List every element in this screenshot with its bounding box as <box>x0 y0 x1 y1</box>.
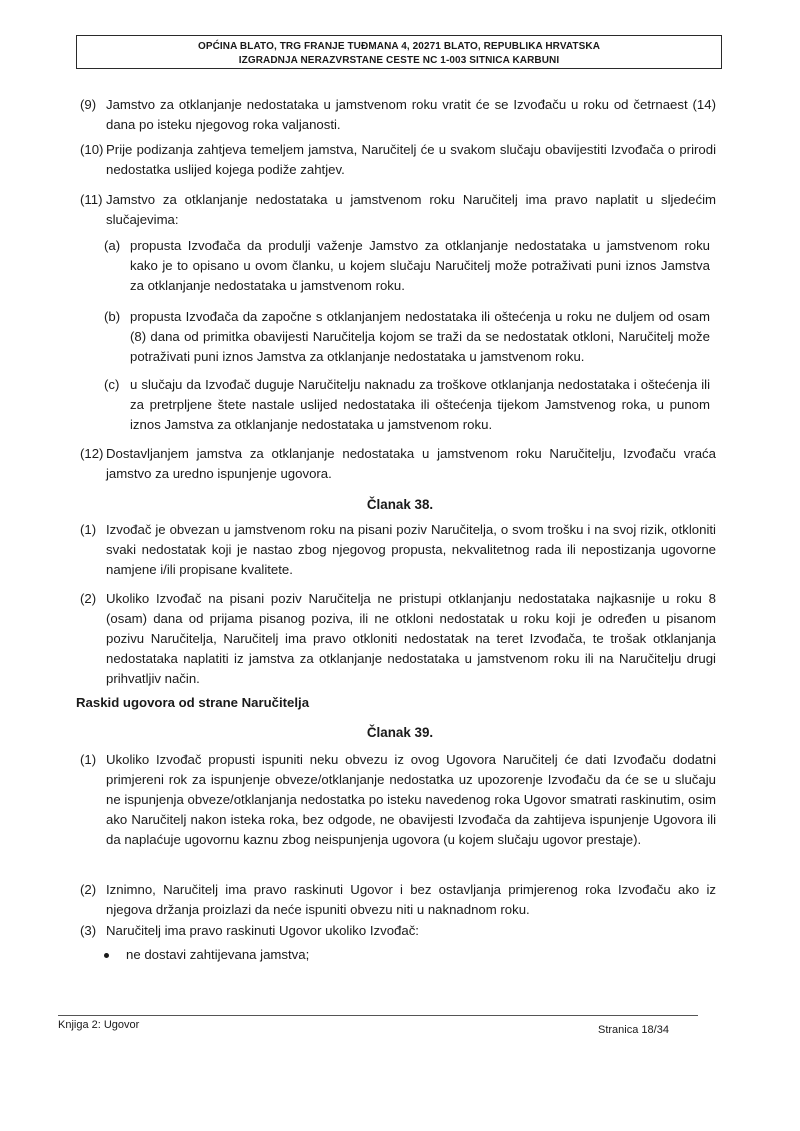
paragraph-text: Naručitelj ima pravo raskinuti Ugovor ukoliko Izvođač: <box>106 923 419 938</box>
footer-book-label: Knjiga 2: Ugovor <box>58 1019 140 1031</box>
paragraph-number: (3) <box>80 923 97 938</box>
footer-divider <box>58 1015 698 1016</box>
bullet-icon <box>104 953 109 958</box>
paragraph-number: (11) <box>80 192 103 207</box>
paragraph-letter: (a) <box>104 238 121 253</box>
section-title-termination: Raskid ugovora od strane Naručitelja <box>76 695 310 710</box>
article-39-paragraph-1 <box>80 750 716 850</box>
paragraph-text: Ukoliko Izvođač propusti ispuniti neku obvezu iz ovog Ugovora Naručitelj će dati Izvođaču dodatni primjereni rok za ispunjenje obveze/otklanjanje nedostatka uz upozorenje Izvođaču da će se u slučaju ne ispunjenja obveze/otklanjanja nedostatka po isteku navedenog roka Ugovor smatrati raskinutim, osim ako Naručitelj nakon isteka roka, bez odgode, ne obavijesti Izvođača da zahtijeva ispunjenje Ugovora ili da naplaćuje ugovornu kaznu zbog neispunjenja ugovora (u kojem slučaju ugovor prestaje). <box>106 752 716 847</box>
paragraph-letter: (c) <box>104 377 120 392</box>
paragraph-11 <box>80 190 716 230</box>
document-header <box>76 35 722 69</box>
paragraph-11c <box>104 375 710 435</box>
header-municipality: OPĆINA BLATO, TRG FRANJE TUĐMANA 4, 20271 BLATO, REPUBLIKA HRVATSKA <box>197 41 601 52</box>
paragraph-number: (12) <box>80 446 104 461</box>
paragraph-text: Izvođač je obvezan u jamstvenom roku na pisani poziv Naručitelja, o svom trošku i na svoj rizik, otkloniti svaki nedostatak koji je nastao zbog njegovog propusta, nekvalitetnog rada ili nepostizanja ugovorne namjene i/ili propisane kvalitete. <box>106 522 716 577</box>
paragraph-11b <box>104 307 710 367</box>
article-38-heading: Članak 38. <box>366 497 434 512</box>
paragraph-number: (2) <box>80 591 97 606</box>
paragraph-12 <box>80 444 716 484</box>
paragraph-text: propusta Izvođača da produlji važenje Jamstvo za otklanjanje nedostataka u jamstvenom roku kako je to opisano u ovom članku, u kojem slučaju Naručitelj može potraživati puni iznos Jamstva za otklanjanje nedostataka u jamstvenom roku. <box>130 238 710 293</box>
article-39-paragraph-2 <box>80 880 716 920</box>
paragraph-number: (2) <box>80 882 97 897</box>
footer-page-number: Stranica 18/34 <box>598 1024 669 1036</box>
paragraph-text: Dostavljanjem jamstva za otklanjanje nedostataka u jamstvenom roku Naručitelju, Izvođaču vraća jamstvo za uredno ispunjenje ugovora. <box>106 446 716 481</box>
bullet-item <box>126 945 710 965</box>
paragraph-text: Jamstvo za otklanjanje nedostataka u jamstvenom roku vratit će se Izvođaču u roku od četrnaest (14) dana po isteku njegovog roka valjanosti. <box>106 97 716 132</box>
paragraph-text: u slučaju da Izvođač duguje Naručitelju naknadu za troškove otklanjanja nedostataka i oštećenja ili za pretrpljene štete nastale uslijed nedostataka ili oštećenja tijekom Jamstvenog roka, u punom iznos Jamstva za otklanjanje nedostataka u jamstvenom roku. <box>130 377 710 432</box>
paragraph-number: (10) <box>80 142 104 157</box>
paragraph-text: Jamstvo za otklanjanje nedostataka u jamstvenom roku Naručitelj ima pravo naplatit u sljedećim slučajevima: <box>106 192 716 227</box>
header-project: IZGRADNJA NERAZVRSTANE CESTE NC 1-003 SITNICA KARBUNI <box>238 55 560 66</box>
paragraph-text: propusta Izvođača da započne s otklanjanjem nedostataka ili oštećenja u roku ne duljem od osam (8) dana od primitka obavijesti Naručitelja kojom se traži da se nedostatak otkloni, Naručitelj može potraživati puni iznos Jamstva za otklanjanje nedostataka u jamstvenom roku. <box>130 309 710 364</box>
paragraph-text: Prije podizanja zahtjeva temeljem jamstva, Naručitelj će u svakom slučaju obavijestiti Izvođača o prirodi nedostatka uslijed kojega podiže zahtjev. <box>106 142 716 177</box>
article-39-paragraph-3 <box>80 921 716 941</box>
article-38-paragraph-2 <box>80 589 716 689</box>
bullet-text: ne dostavi zahtijevana jamstva; <box>126 947 310 962</box>
paragraph-9 <box>80 95 716 135</box>
paragraph-number: (1) <box>80 752 97 767</box>
paragraph-10 <box>80 140 716 180</box>
paragraph-text: Iznimno, Naručitelj ima pravo raskinuti Ugovor i bez ostavljanja primjerenog roka Izvođaču ako iz njegova držanja proizlazi da neće ispuniti obvezu niti u naknadnom roku. <box>106 882 716 917</box>
paragraph-11a <box>104 236 710 296</box>
paragraph-number: (9) <box>80 97 97 112</box>
paragraph-text: Ukoliko Izvođač na pisani poziv Naručitelja ne pristupi otklanjanju nedostataka najkasnije u roku 8 (osam) dana od prijama pisanog poziva, ili ne otkloni nedostatak u roku koji je određen u pisanom pozivu Naručitelja, Naručitelj ima pravo otkloniti nedostatak na teret Izvođača, te trošak otklanjanja nedostataka naplatiti iz jamstva za otklanjanje nedostataka u jamstvenom roku ili na Naručitelju drugi prihvatljiv način. <box>106 591 716 686</box>
paragraph-letter: (b) <box>104 309 121 324</box>
article-38-paragraph-1 <box>80 520 716 580</box>
paragraph-number: (1) <box>80 522 97 537</box>
article-39-heading: Članak 39. <box>366 725 434 740</box>
